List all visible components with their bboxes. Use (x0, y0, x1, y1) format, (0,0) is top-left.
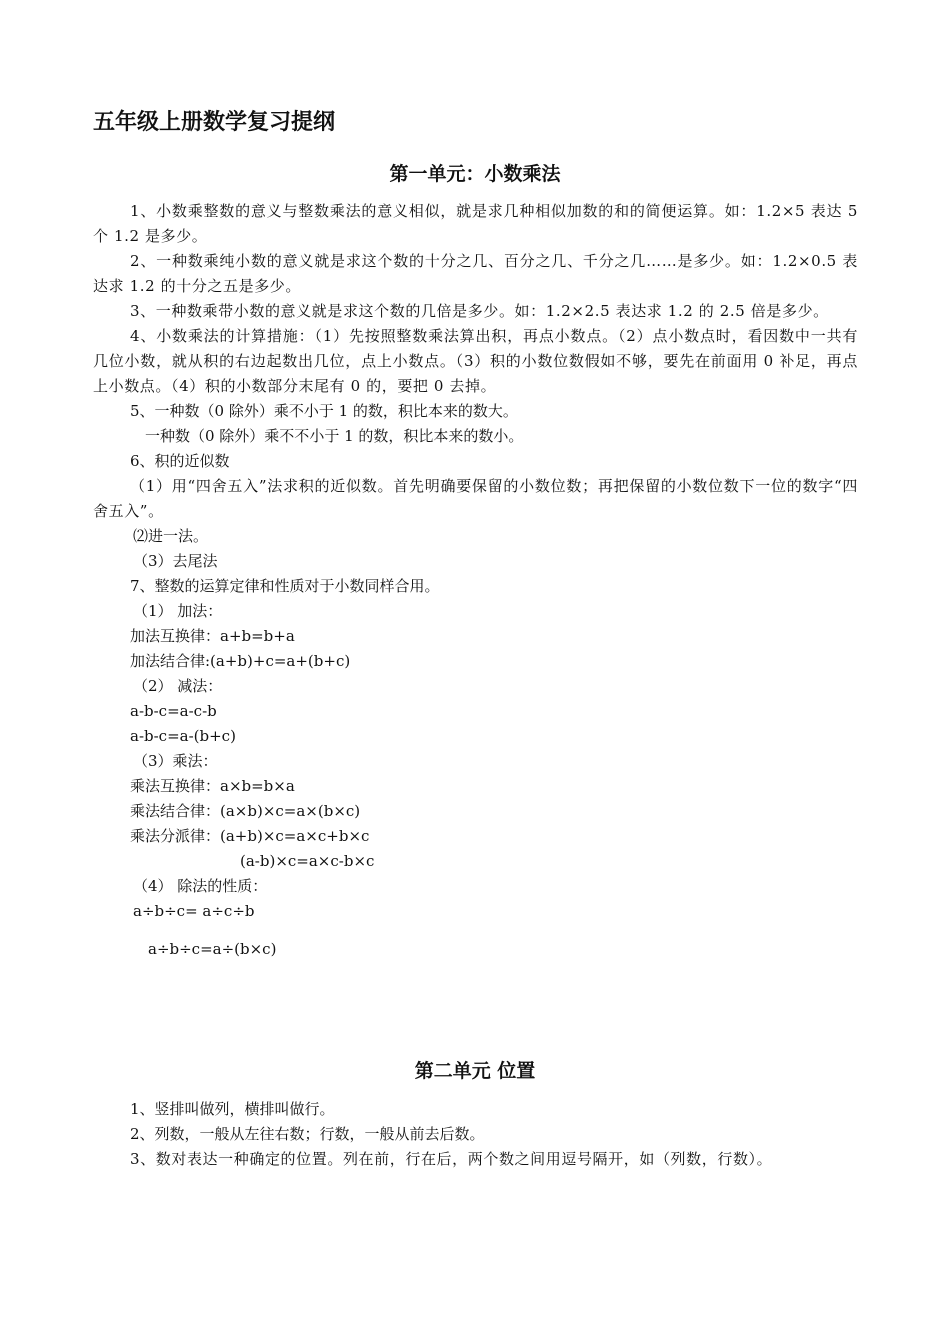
unit2-heading: 第二单元 位置 (414, 1060, 536, 1082)
unit2-paragraph-1: 1、竖排叫做列，横排叫做行。 (130, 1100, 335, 1118)
multiplication-associative: 乘法结合律：(a×b)×c=a×(b×c) (130, 802, 361, 820)
division-rule-2: a÷b÷c=a÷(b×c) (148, 940, 277, 958)
unit1-body (93, 199, 858, 962)
paragraph-1: 1、小数乘整数的意义与整数乘法的意义相似，就是求几种相似加数的和的简便运算。如：1.2×5 表达 5 个 1.2 是多少。 (93, 202, 858, 245)
paragraph-6-3: （3）去尾法 (133, 552, 218, 570)
subtraction-rule-2: a-b-c=a-(b+c) (130, 727, 236, 745)
paragraph-6-2: ⑵进一法。 (133, 527, 209, 545)
addition-associative: 加法结合律:(a+b)+c=a+(b+c) (130, 652, 351, 670)
division-label: （4） 除法的性质： (133, 877, 268, 895)
unit1-heading: 第一单元：小数乘法 (389, 163, 561, 185)
paragraph-7: 7、整数的运算定律和性质对于小数同样合用。 (130, 577, 440, 595)
multiplication-label: （3）乘法： (133, 752, 218, 770)
unit2-paragraph-3: 3、数对表达一种确定的位置。列在前，行在后，两个数之间用逗号隔开，如（列数，行数）。 (130, 1150, 773, 1168)
division-rule-1: a÷b÷c= a÷c÷b (133, 902, 255, 920)
document-title: 五年级上册数学复习提纲 (93, 110, 336, 135)
unit2-body (93, 1097, 858, 1172)
multiplication-commutative: 乘法互换律：a×b=b×a (130, 777, 295, 795)
addition-label: （1） 加法： (133, 602, 223, 620)
paragraph-6: 6、积的近似数 (130, 452, 230, 470)
paragraph-3: 3、一种数乘带小数的意义就是求这个数的几倍是多少。如：1.2×2.5 表达求 1.2 的 2.5 倍是多少。 (130, 302, 829, 320)
multiplication-distributive: 乘法分派律：(a+b)×c=a×c+b×c (130, 827, 370, 845)
spacer (93, 924, 858, 937)
subtraction-rule-1: a-b-c=a-c-b (130, 702, 217, 720)
paragraph-6-1: （1）用“四舍五入”法求积的近似数。首先明确要保留的小数位数；再把保留的小数位数下一位的数字“四舍五入”。 (93, 477, 858, 520)
multiplication-distributive-2: (a-b)×c=a×c-b×c (240, 852, 375, 870)
unit2-paragraph-2: 2、列数，一般从左往右数；行数，一般从前去后数。 (130, 1125, 485, 1143)
paragraph-2: 2、一种数乘纯小数的意义就是求这个数的十分之几、百分之几、千分之几……是多少。如：1.2×0.5 表达求 1.2 的十分之五是多少。 (93, 252, 858, 295)
paragraph-4: 4、小数乘法的计算措施：（1）先按照整数乘法算出积，再点小数点。（2）点小数点时，看因数中一共有几位小数，就从积的右边起数出几位，点上小数点。（3）积的小数位数假如不够，要先在前面用 0 补足，再点上小数点。（4）积的小数部分末尾有 0 的，要把 0 去掉。 (93, 327, 858, 395)
paragraph-5a: 5、一种数（0 除外）乘不小于 1 的数，积比本来的数大。 (130, 402, 518, 420)
paragraph-5b: 一种数（0 除外）乘不不小于 1 的数，积比本来的数小。 (145, 427, 524, 445)
subtraction-label: （2） 减法： (133, 677, 223, 695)
addition-commutative: 加法互换律：a+b=b+a (130, 627, 295, 645)
